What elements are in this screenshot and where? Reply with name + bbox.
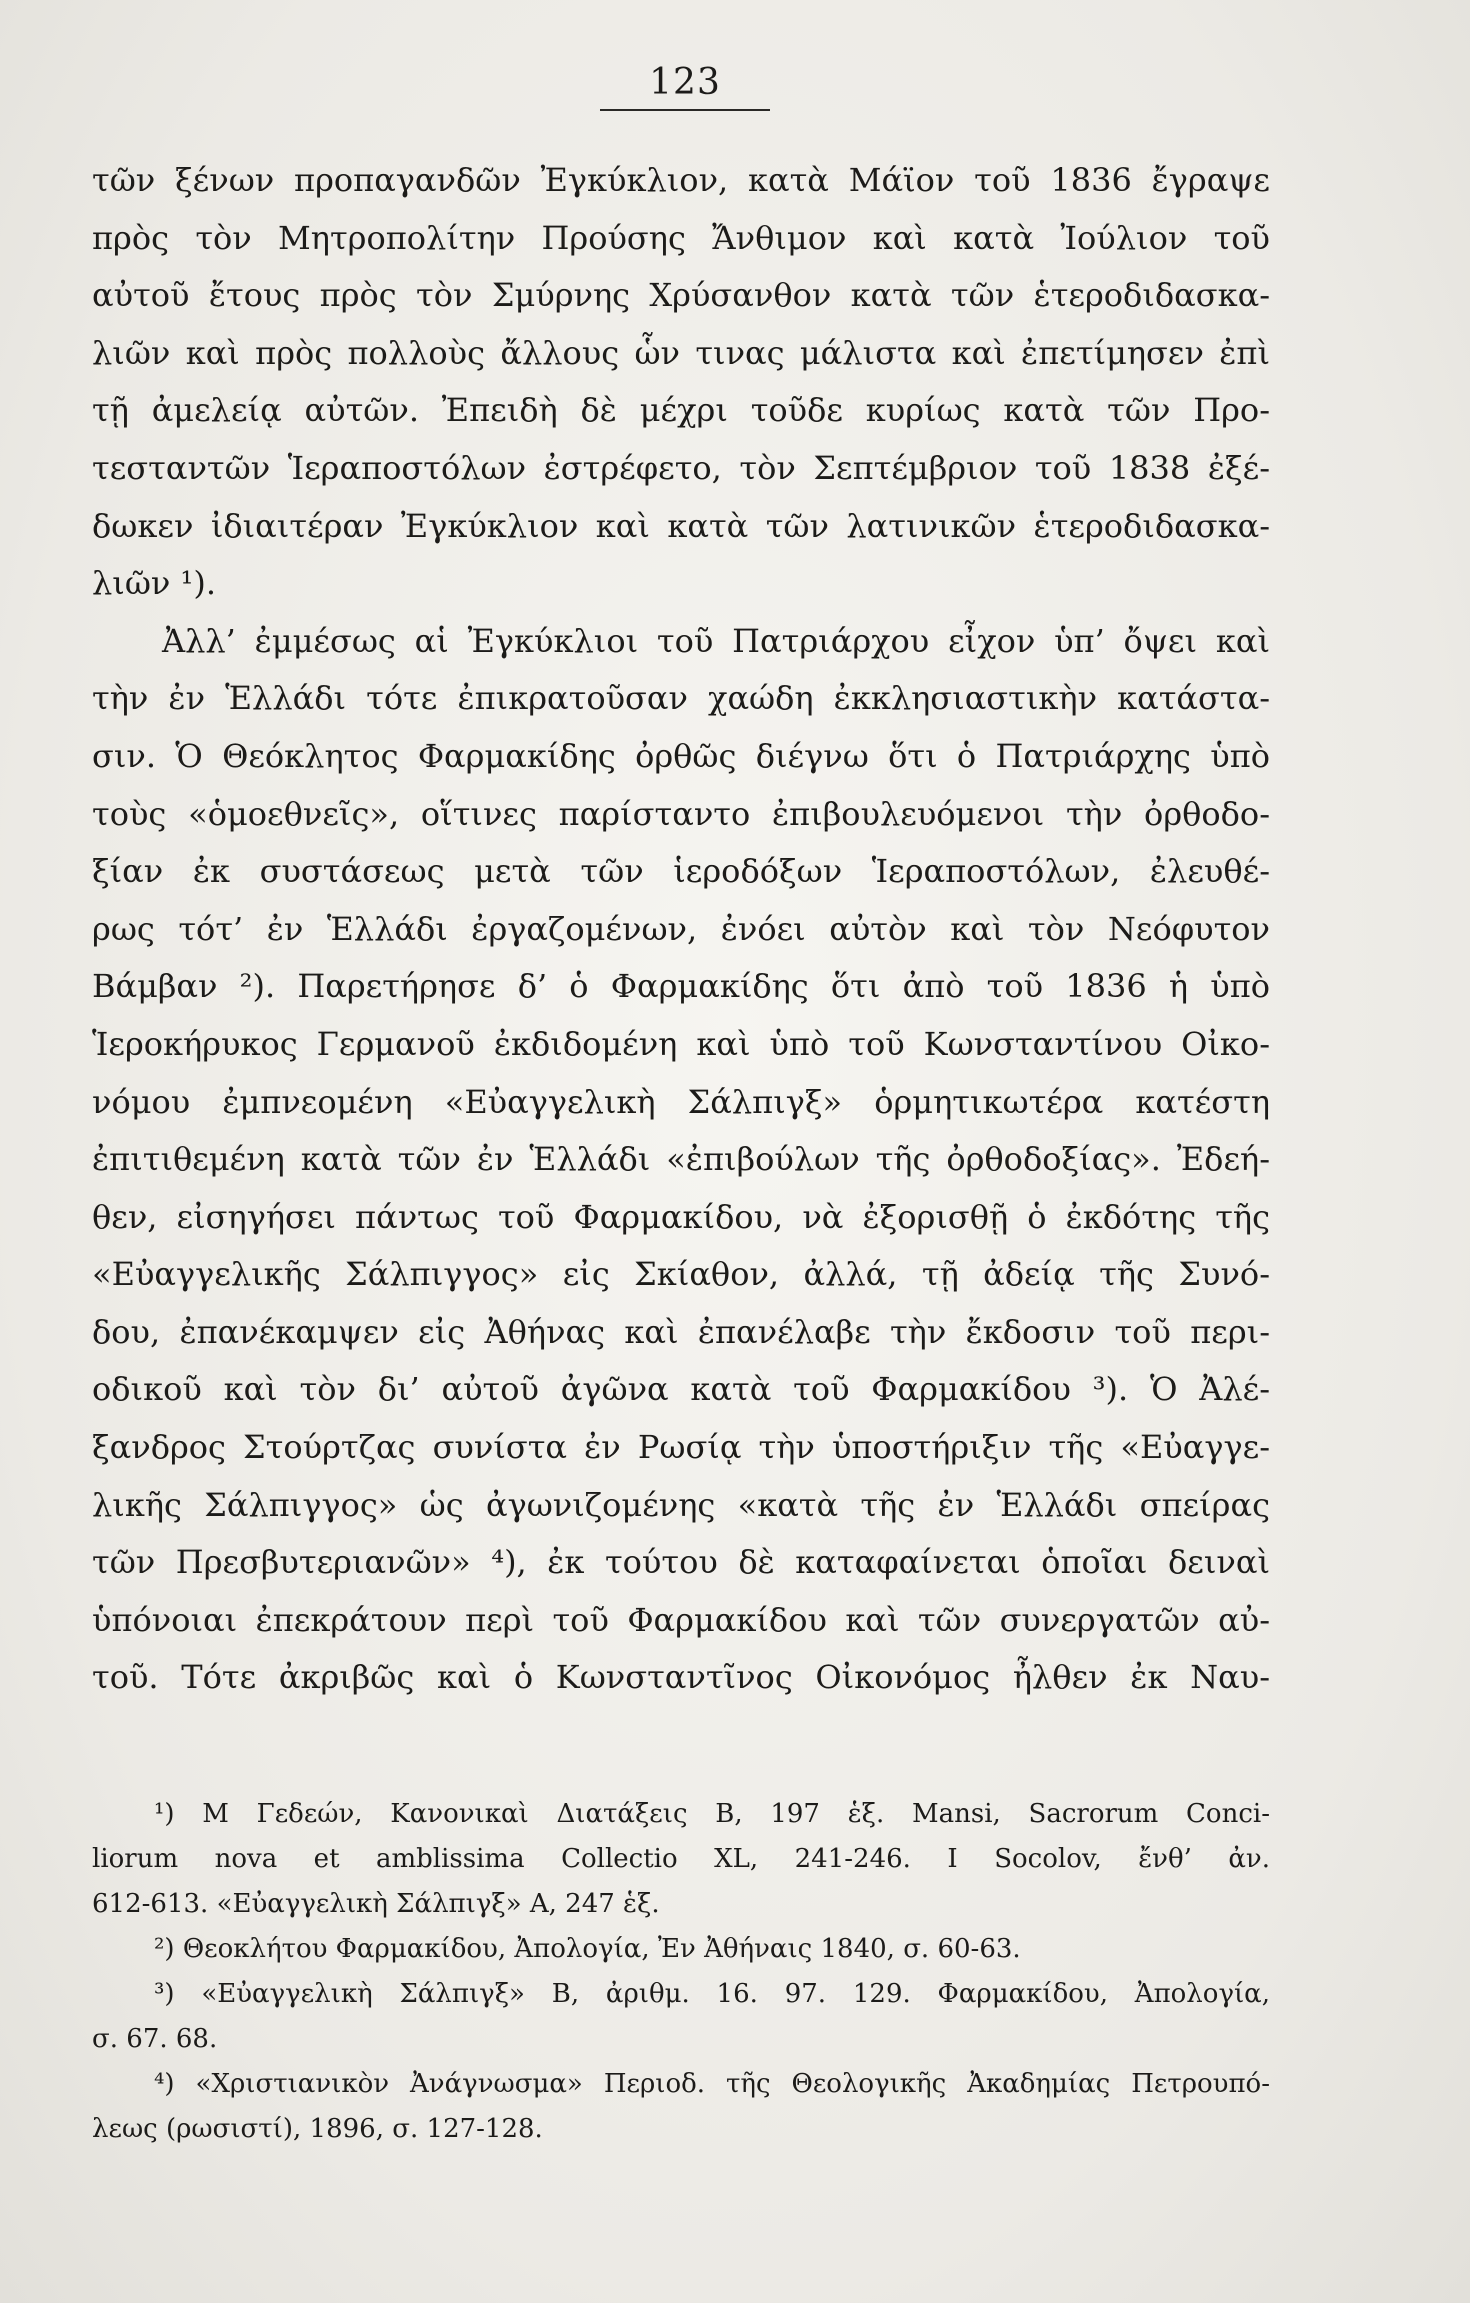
text-line: νόμου ἐμπνεομένη «Εὐαγγελικὴ Σάλπιγξ» ὁρμητικωτέρα κατέστη bbox=[92, 1082, 1270, 1121]
text-line: τῇ ἀμελείᾳ αὐτῶν. Ἐπειδὴ δὲ μέχρι τοῦδε κυρίως κατὰ τῶν Προ- bbox=[92, 391, 1270, 430]
footnote-line: λεως (ρωσιστί), 1896, σ. 127-128. bbox=[92, 2114, 543, 2144]
text-line: ξίαν ἐκ συστάσεως μετὰ τῶν ἱεροδόξων Ἱεραποστόλων, ἐλευθέ- bbox=[92, 852, 1270, 891]
text-line: ἐπιτιθεμένη κατὰ τῶν ἐν Ἑλλάδι «ἐπιβούλων τῆς ὀρθοδοξίας». Ἐδεή- bbox=[92, 1140, 1270, 1179]
footnote-line: σ. 67. 68. bbox=[92, 2024, 218, 2054]
text-line: ρως τότ’ ἐν Ἑλλάδι ἐργαζομένων, ἐνόει αὐτὸν καὶ τὸν Νεόφυτον bbox=[92, 909, 1270, 948]
text-line: Ἱεροκήρυκος Γερμανοῦ ἐκδιδομένη καὶ ὑπὸ τοῦ Κωνσταντίνου Οἰκο- bbox=[92, 1024, 1270, 1063]
text-line: Βάμβαν ²). Παρετήρησε δ’ ὁ Φαρμακίδης ὅτι ἀπὸ τοῦ 1836 ἡ ὑπὸ bbox=[92, 967, 1270, 1006]
text-line: τοὺς «ὁμοεθνεῖς», οἵτινες παρίσταντο ἐπιβουλευόμενοι τὴν ὀρθοδο- bbox=[92, 794, 1270, 833]
text-line: τὴν ἐν Ἑλλάδι τότε ἐπικρατοῦσαν χαώδη ἐκκλησιαστικὴν κατάστα- bbox=[92, 679, 1270, 718]
text-line: «Εὐαγγελικῆς Σάλπιγγος» εἰς Σκίαθον, ἀλλά, τῇ ἀδείᾳ τῆς Συνό- bbox=[92, 1255, 1270, 1294]
footnote-line: ¹) Μ Γεδεών, Κανονικαὶ Διατάξεις Β, 197 ἑξ. Mansi, Sacrorum Conci- bbox=[154, 1799, 1270, 1829]
text-line: λιῶν καὶ πρὸς πολλοὺς ἄλλους ὧν τινας μάλιστα καὶ ἐπετίμησεν ἐπὶ bbox=[92, 333, 1270, 372]
text-line: δου, ἐπανέκαμψεν εἰς Ἀθήνας καὶ ἐπανέλαβε τὴν ἔκδοσιν τοῦ περι- bbox=[92, 1312, 1270, 1351]
text-line: οδικοῦ καὶ τὸν δι’ αὐτοῦ ἀγῶνα κατὰ τοῦ Φαρμακίδου ³). Ὁ Ἀλέ- bbox=[92, 1370, 1270, 1409]
text-line: τοῦ. Τότε ἀκριβῶς καὶ ὁ Κωνσταντῖνος Οἰκονόμος ἦλθεν ἐκ Ναυ- bbox=[92, 1658, 1270, 1697]
text-line: ξανδρος Στούρτζας συνίστα ἐν Ρωσίᾳ τὴν ὑποστήριξιν τῆς «Εὐαγγε- bbox=[92, 1428, 1270, 1467]
text-line: θεν, εἰσηγήσει πάντως τοῦ Φαρμακίδου, νὰ ἐξορισθῇ ὁ ἐκδότης τῆς bbox=[92, 1197, 1270, 1236]
footnote-line: 612-613. «Εὐαγγελικὴ Σάλπιγξ» Α, 247 ἑξ. bbox=[92, 1889, 660, 1919]
text-line: τῶν ξένων προπαγανδῶν Ἐγκύκλιον, κατὰ Μάϊον τοῦ 1836 ἔγραψε bbox=[92, 161, 1270, 199]
text-line: Ἀλλ’ ἐμμέσως αἱ Ἐγκύκλιοι τοῦ Πατριάρχου εἶχον ὑπ’ ὄψει καὶ bbox=[162, 621, 1270, 660]
footnote-line: liorum nova et amblissima Collectio XL, 241-246. Ι Socolov, ἔνθ’ ἀν. bbox=[92, 1844, 1270, 1874]
footnote-line: ⁴) «Χριστιανικὸν Ἀνάγνωσμα» Περιοδ. τῆς Θεολογικῆς Ἀκαδημίας Πετρουπό- bbox=[154, 2069, 1270, 2099]
text-line: τῶν Πρεσβυτεριανῶν» ⁴), ἐκ τούτου δὲ καταφαίνεται ὁποῖαι δειναὶ bbox=[92, 1543, 1270, 1582]
footnotes bbox=[92, 1792, 1270, 2152]
text-line: λικῆς Σάλπιγγος» ὡς ἀγωνιζομένης «κατὰ τῆς ἐν Ἑλλάδι σπείρας bbox=[92, 1485, 1270, 1524]
text-line: ὑπόνοιαι ἐπεκράτουν περὶ τοῦ Φαρμακίδου καὶ τῶν συνεργατῶν αὐ- bbox=[92, 1600, 1270, 1639]
footnote-line: ²) Θεοκλήτου Φαρμακίδου, Ἀπολογία, Ἐν Ἀθήναις 1840, σ. 60-63. bbox=[154, 1934, 1021, 1964]
footnote-line: ³) «Εὐαγγελικὴ Σάλπιγξ» Β, ἀριθμ. 16. 97. 129. Φαρμακίδου, Ἀπολογία, bbox=[154, 1979, 1270, 2009]
text-line: πρὸς τὸν Μητροπολίτην Προύσης Ἄνθιμον καὶ κατὰ Ἰούλιον τοῦ bbox=[92, 218, 1270, 257]
text-line: δωκεν ἰδιαιτέραν Ἐγκύκλιον καὶ κατὰ τῶν λατινικῶν ἑτεροδιδασκα- bbox=[92, 506, 1270, 545]
text-line: τεσταντῶν Ἱεραποστόλων ἐστρέφετο, τὸν Σεπτέμβριον τοῦ 1838 ἐξέ- bbox=[92, 448, 1270, 487]
body-text bbox=[92, 152, 1270, 1707]
text-line: σιν. Ὁ Θεόκλητος Φαρμακίδης ὀρθῶς διέγνω ὅτι ὁ Πατριάρχης ὑπὸ bbox=[92, 736, 1270, 775]
text-line: αὐτοῦ ἔτους πρὸς τὸν Σμύρνης Χρύσανθον κατὰ τῶν ἑτεροδιδασκα- bbox=[92, 276, 1270, 315]
page-number: 123 bbox=[600, 62, 770, 111]
text-line: λιῶν ¹). bbox=[92, 564, 217, 603]
